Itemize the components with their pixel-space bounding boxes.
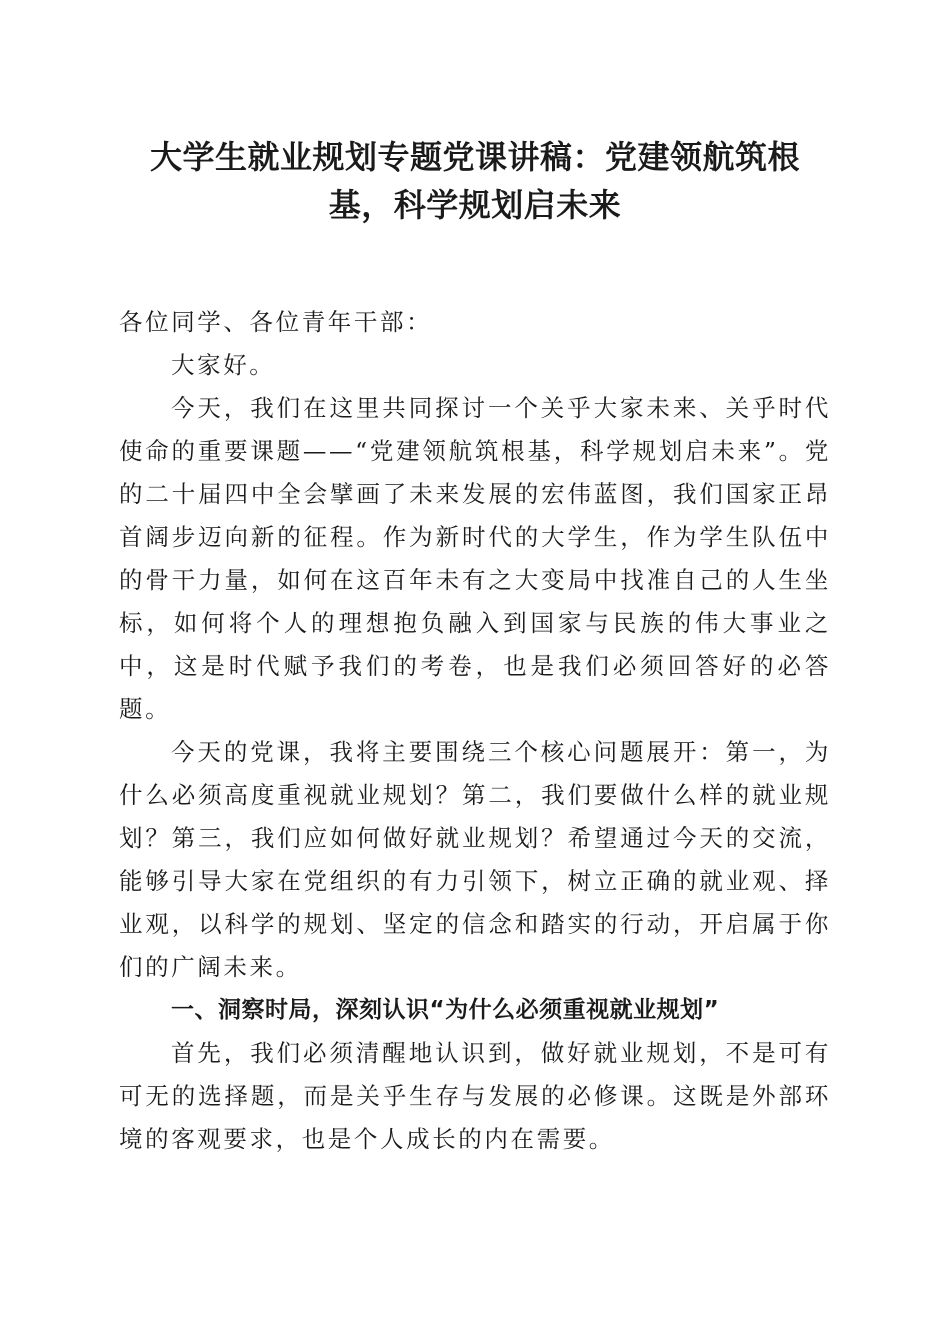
outline-paragraph: 今天的党课，我将主要围绕三个核心问题展开：第一，为什么必须高度重视就业规划？第二，我们要做什么样的就业规划？第三，我们应如何做好就业规划？希望通过今天的交流，能够引导大家在党组织的有力引领下，树立正确的就业观、择业观，以科学的规划、坚定的信念和踏实的行动，开启属于你们的广阔未来。 <box>119 738 831 981</box>
section-heading: 一、洞察时局，深刻认识“为什么必须重视就业规划” <box>171 997 720 1023</box>
section-paragraph: 首先，我们必须清醒地认识到，做好就业规划，不是可有可无的选择题，而是关乎生存与发展的必修课。这既是外部环境的客观要求，也是个人成长的内在需要。 <box>119 1039 831 1153</box>
document-title: 大学生就业规划专题党课讲稿：党建领航筑根基，科学规划启未来 <box>149 138 800 224</box>
document-page <box>119 133 831 1161</box>
intro-paragraph: 今天，我们在这里共同探讨一个关乎大家未来、关乎时代使命的重要课题——“党建领航筑根基，科学规划启未来”。党的二十届四中全会擘画了未来发展的宏伟蓝图，我们国家正昂首阔步迈向新的征程。作为新时代的大学生，作为学生队伍中的骨干力量，如何在这百年未有之大变局中找准自己的人生坐标，如何将个人的理想抱负融入到国家与民族的伟大事业之中，这是时代赋予我们的考卷，也是我们必须回答好的必答题。 <box>119 394 831 723</box>
greeting-paragraph: 大家好。 <box>171 351 276 379</box>
salutation: 各位同学、各位青年干部： <box>119 308 433 336</box>
